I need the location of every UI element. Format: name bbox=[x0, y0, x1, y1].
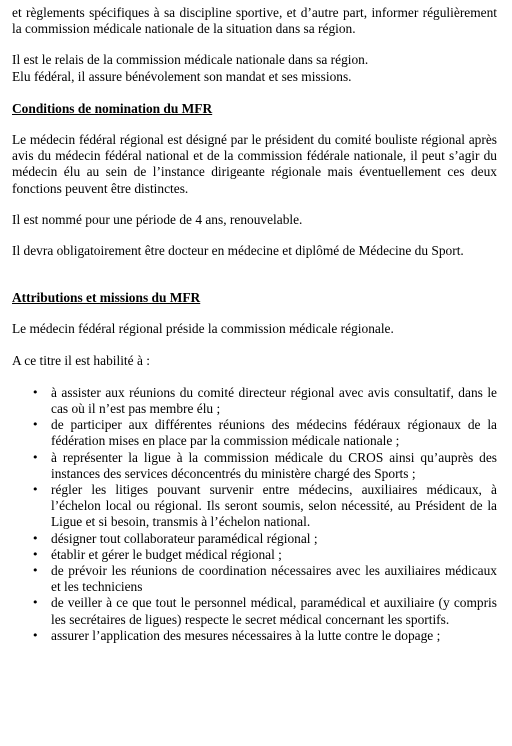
list-item-text: de prévoir les réunions de coordination nécessaires avec les auxiliaires médicaux et les techniciens bbox=[51, 563, 497, 595]
nomination-paragraph-2: Il est nommé pour une période de 4 ans, renouvelable. bbox=[12, 211, 303, 227]
bullet-icon: • bbox=[32, 547, 39, 561]
bullet-icon: • bbox=[32, 564, 39, 578]
relay-sentence-1: Il est le relais de la commission médicale nationale dans sa région. bbox=[12, 52, 369, 68]
list-item bbox=[12, 531, 497, 547]
list-item-text: régler les litiges pouvant survenir entre médecins, auxiliaires médicaux, à l’échelon local ou régional. Ils seront soumis, selon nécessité, au Président de la Ligue et si besoin, transmis à l’échelon national. bbox=[51, 482, 497, 530]
list-item bbox=[12, 547, 497, 563]
attributions-paragraph-1: Le médecin fédéral régional préside la commission médicale régionale. bbox=[12, 321, 394, 337]
bullet-icon: • bbox=[32, 450, 39, 464]
list-item-text: établir et gérer le budget médical régional ; bbox=[51, 546, 282, 562]
nomination-heading: Conditions de nomination du MFR bbox=[12, 100, 213, 116]
bullet-icon: • bbox=[32, 628, 39, 642]
list-item-text: de veiller à ce que tout le personnel médical, paramédical et auxiliaire (y compris les secrétaires de ligues) respecte le secret médical concernant les sportifs. bbox=[51, 595, 497, 627]
list-item bbox=[12, 595, 497, 627]
attributions-paragraph-2: A ce titre il est habilité à : bbox=[12, 352, 150, 368]
list-item bbox=[12, 563, 497, 595]
list-item bbox=[12, 385, 497, 417]
intro-paragraph: et règlements spécifiques à sa discipline sportive, et d’autre part, informer régulièrement la commission médicale nationale de la situation dans sa région. bbox=[12, 5, 497, 37]
bullet-icon: • bbox=[32, 531, 39, 545]
bullet-icon: • bbox=[32, 483, 39, 497]
list-item-text: désigner tout collaborateur paramédical régional ; bbox=[51, 530, 318, 546]
list-item-text: à assister aux réunions du comité directeur régional avec avis consultatif, dans le cas où il n’est pas membre élu ; bbox=[51, 384, 497, 417]
list-item-text: assurer l’application des mesures nécessaires à la lutte contre le dopage ; bbox=[51, 627, 441, 643]
bullet-icon: • bbox=[32, 385, 39, 399]
relay-sentence-2: Elu fédéral, il assure bénévolement son mandat et ses missions. bbox=[12, 68, 352, 84]
document-page bbox=[12, 0, 497, 644]
list-item bbox=[12, 417, 497, 449]
nomination-paragraph-1: Le médecin fédéral régional est désigné par le président du comité bouliste régional après avis du médecin fédéral national et de la commission fédérale nationale, il peut s’agir du médecin élu au sein de l’instance dirigeante régionale mais éventuellement ces deux fonctions peuvent être distinctes. bbox=[12, 132, 497, 196]
bullet-icon: • bbox=[32, 418, 39, 432]
list-item bbox=[12, 450, 497, 482]
list-item-text: de participer aux différentes réunions des médecins fédéraux régionaux de la fédération mises en place par la commission médicale nationale ; bbox=[51, 417, 497, 449]
bullet-icon: • bbox=[32, 596, 39, 610]
list-item bbox=[12, 628, 497, 644]
attributions-heading: Attributions et missions du MFR bbox=[12, 290, 201, 306]
list-item bbox=[12, 482, 497, 531]
missions-list bbox=[12, 385, 497, 644]
list-item-text: à représenter la ligue à la commission médicale du CROS ainsi qu’auprès des instances des services déconcentrés du ministère chargé des Sports ; bbox=[51, 449, 497, 481]
nomination-paragraph-3: Il devra obligatoirement être docteur en médecine et diplômé de Médecine du Sport. bbox=[12, 243, 464, 259]
